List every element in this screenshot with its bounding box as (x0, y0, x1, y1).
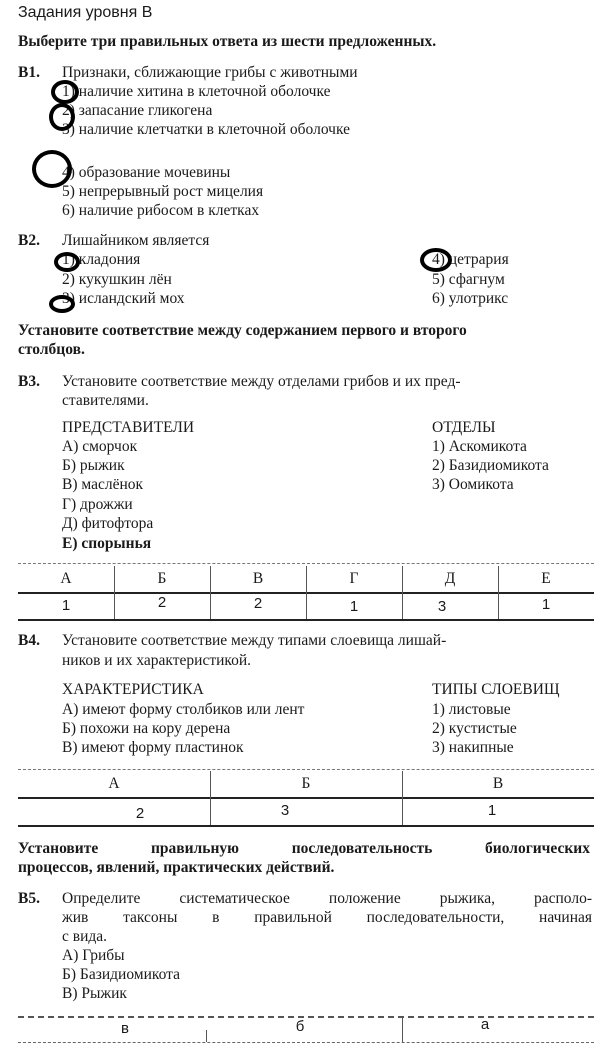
section-instruction: столбцов. (18, 341, 85, 358)
answer-cell[interactable]: 3 (437, 598, 447, 615)
option[interactable]: 5) сфагнум (432, 271, 505, 288)
task-number: В3. (18, 373, 40, 390)
option[interactable]: 2) кукушкин лён (62, 271, 172, 288)
list-item: 2) кустистые (432, 720, 517, 737)
list-item: 1) Аскомикота (432, 438, 527, 455)
option[interactable]: 4) цетрария (432, 251, 509, 268)
table-header: А (108, 775, 120, 792)
answer-cell[interactable]: в (121, 1020, 129, 1037)
option[interactable]: 3) наличие клетчатки в клеточной оболочке (62, 121, 350, 138)
list-item: Б) Базидиомикота (62, 966, 181, 983)
answer-cell[interactable]: б (295, 1018, 305, 1035)
option[interactable]: 6) наличие рибосом в клетках (62, 202, 260, 219)
task-question: с вида. (62, 928, 108, 945)
table-header: А (60, 570, 72, 587)
section-instruction: процессов, явлений, практических действий. (18, 859, 335, 876)
column-header: ХАРАКТЕРИСТИКА (62, 681, 204, 698)
table-header: Б (157, 570, 167, 587)
answer-circle-mark (32, 150, 72, 188)
column-header: ОТДЕЛЫ (432, 419, 496, 436)
task-number: В2. (18, 232, 40, 249)
answer-cell[interactable]: 2 (135, 805, 145, 822)
task-question: ставителями. (62, 392, 149, 409)
answer-cell[interactable]: 1 (541, 596, 551, 613)
list-item: А) Грибы (62, 947, 125, 964)
answer-cell[interactable]: 1 (61, 597, 71, 614)
answer-circle-mark (51, 80, 79, 104)
task-number: В1. (18, 64, 40, 81)
list-item: В) маслёнок (62, 476, 144, 493)
option[interactable]: 2) запасание гликогена (62, 102, 213, 119)
answer-circle-mark (49, 103, 75, 131)
list-item: 1) листовые (432, 701, 511, 718)
section-instruction: Установите соответствие между содержанием первого и второго (18, 322, 467, 339)
task-number: В5. (18, 890, 40, 907)
list-item: А) сморчок (62, 438, 138, 455)
answer-cell[interactable]: а (480, 1016, 490, 1033)
list-item: Д) фитофтора (62, 515, 154, 532)
task-number: В4. (18, 632, 40, 649)
answer-circle-mark (49, 295, 75, 313)
answer-cell[interactable]: 2 (253, 595, 263, 612)
table-header: В (492, 775, 504, 792)
task-question: Определите систематическое положение рыжика, располо- (62, 890, 592, 907)
list-item: Г) дрожжи (62, 496, 133, 513)
option[interactable]: 3) исландский мох (62, 290, 185, 307)
table-header: Б (301, 775, 311, 792)
column-header: ПРЕДСТАВИТЕЛИ (62, 419, 195, 436)
option[interactable]: 1) наличие хитина в клеточной оболочке (62, 83, 331, 100)
list-item: 3) Оомикота (432, 476, 514, 493)
list-item: В) Рыжик (62, 985, 127, 1002)
answer-cell[interactable]: 1 (487, 802, 497, 819)
option[interactable]: 5) непрерывный рост мицелия (62, 183, 264, 200)
section-instruction: Выберите три правильных ответа из шести предложенных. (18, 33, 437, 50)
list-item: 2) Базидиомикота (432, 457, 549, 474)
option[interactable]: 4) образование мочевины (62, 164, 231, 181)
list-item: Е) спорынья (62, 535, 152, 552)
page-title: Задания уровня В (18, 4, 153, 21)
table-header: Е (541, 570, 551, 587)
list-item: В) имеют форму пластинок (62, 739, 244, 756)
option[interactable]: 6) улотрикс (432, 290, 509, 307)
section-instruction: Установите правильную последовательность биологических (18, 840, 590, 857)
list-item: А) имеют форму столбиков или лент (62, 701, 305, 718)
list-item: 3) накипные (432, 739, 514, 756)
table-header: Д (444, 570, 456, 587)
task-question: Установите соответствие между типами слоевища лишай- (62, 632, 447, 649)
list-item: Б) похожи на кору дерена (62, 720, 231, 737)
answer-circle-mark (54, 252, 80, 272)
task-question: Признаки, сближающие грибы с животными (62, 64, 358, 81)
option[interactable]: 1) кладония (62, 251, 141, 268)
answer-cell[interactable]: 3 (280, 802, 290, 819)
task-question: ников и их характеристикой. (62, 652, 252, 669)
answer-cell[interactable]: 1 (349, 598, 359, 615)
task-question: жив таксоны в правильной последовательности, начиная (62, 909, 592, 926)
task-question: Лишайником является (62, 232, 210, 249)
answer-cell[interactable]: 2 (157, 594, 167, 611)
task-question: Установите соответствие между отделами грибов и их пред- (62, 373, 461, 390)
table-header: В (252, 570, 264, 587)
list-item: Б) рыжик (62, 457, 125, 474)
column-header: ТИПЫ СЛОЕВИЩ (432, 681, 560, 698)
answer-circle-mark (420, 248, 452, 272)
table-header: Г (349, 570, 359, 587)
